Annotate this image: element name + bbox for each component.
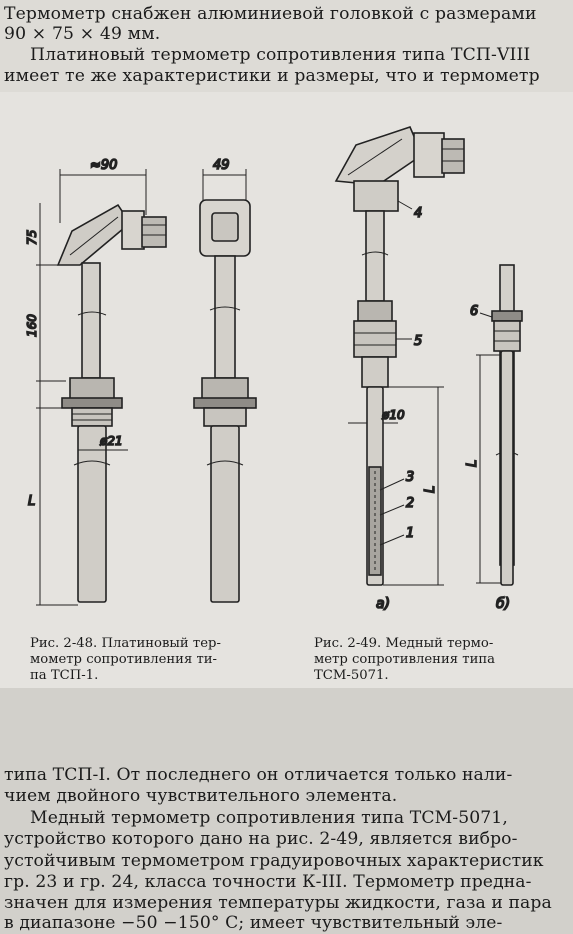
dim-label-49: 49	[213, 158, 230, 173]
text-line: типа ТСП-I. От последнего он отличается только нали-	[4, 765, 513, 785]
text-line: значен для измерения температуры жидкости, газа и пара	[4, 893, 552, 913]
caption-fig249-line: метр сопротивления типа	[314, 652, 496, 667]
caption-fig249-line: ТСМ-5071.	[314, 668, 389, 683]
dim-label-d10: ø10	[382, 408, 405, 422]
callout-1: 1	[406, 526, 415, 541]
callout-6: 6	[470, 304, 479, 319]
caption-fig248-line: Рис. 2-48. Платиновый тер-	[30, 636, 221, 651]
callout-3: 3	[406, 470, 415, 485]
text-line: Медный термометр сопротивления типа ТСМ-5071,	[30, 808, 508, 828]
caption-fig248-line: па ТСП-1.	[30, 668, 99, 683]
fig248-side-view	[36, 169, 166, 605]
thermometer-drawings	[18, 105, 558, 615]
sublabel-a: а)	[376, 596, 391, 612]
fig249b-view	[476, 265, 522, 585]
text-line: устойчивым термометром градуировочных характеристик	[4, 851, 544, 871]
dim-label-90: ≈90	[90, 158, 118, 173]
dim-label-L-a: L	[423, 485, 438, 493]
text-line: устройство которого дано на рис. 2-49, является вибро-	[4, 829, 518, 849]
dim-label-d21: ø21	[100, 434, 123, 448]
callout-2: 2	[406, 496, 415, 511]
fig248-front-view	[194, 169, 256, 602]
fig249a-view	[336, 127, 464, 585]
text-line: гр. 23 и гр. 24, класса точности К-III. Термометр предна-	[4, 872, 532, 892]
caption-fig249-line: Рис. 2-49. Медный термо-	[314, 636, 494, 651]
callout-5: 5	[414, 334, 423, 349]
text-line: имеет те же характеристики и размеры, что и термометр	[4, 66, 540, 86]
caption-fig248-line: мометр сопротивления ти-	[30, 652, 218, 667]
dim-label-L-b: L	[465, 459, 480, 467]
top-text-block	[0, 0, 573, 92]
callout-4: 4	[414, 206, 423, 221]
text-line: чием двойного чувствительного элемента.	[4, 786, 398, 806]
dim-label-75: 75	[25, 229, 39, 245]
dim-label-160: 160	[25, 314, 39, 337]
sublabel-b: б)	[496, 596, 511, 612]
text-line: Платиновый термометр сопротивления типа ТСП-VIII	[30, 45, 531, 65]
text-line: 90 × 75 × 49 мм.	[4, 24, 161, 44]
text-line: Термометр снабжен алюминиевой головкой с размерами	[4, 4, 537, 24]
text-line: в диапазоне −50 −150° С; имеет чувствительный эле-	[4, 913, 503, 933]
dim-label-L-left: L	[28, 494, 36, 509]
